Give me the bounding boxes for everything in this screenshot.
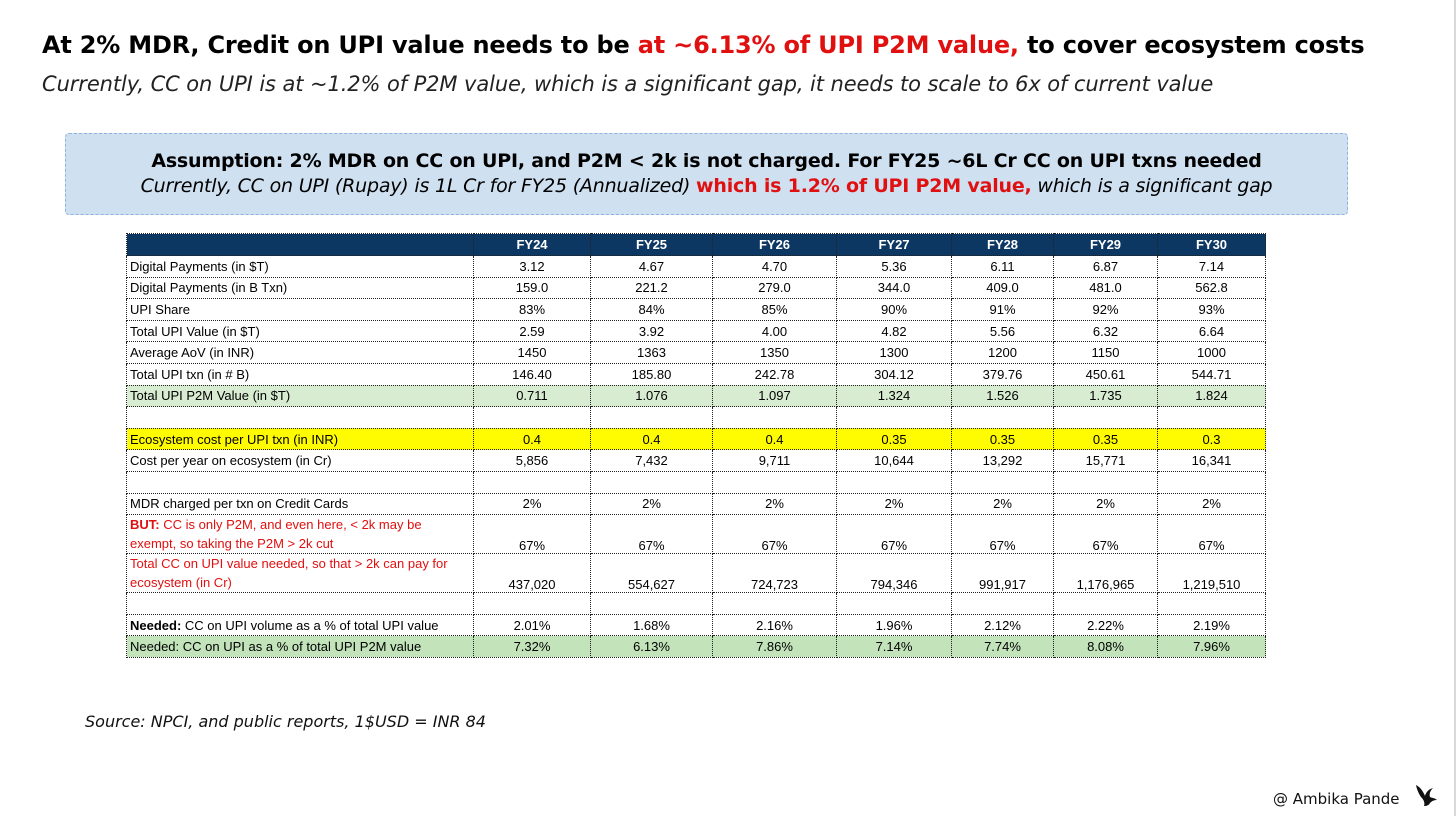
table-cell: 991,917 — [952, 554, 1054, 593]
table-row-ecosystem-cost — [127, 428, 1266, 450]
table-cell: 1.324 — [837, 385, 952, 407]
assumption-line-1: Assumption: 2% MDR on CC on UPI, and P2M < 2k is not charged. For FY25 ~6L Cr CC on UPI txns needed — [151, 150, 1262, 172]
row-label: Total UPI P2M Value (in $T) — [127, 385, 474, 407]
table-row — [127, 277, 1266, 299]
table-cell: 562.8 — [1158, 277, 1266, 299]
row-label — [127, 515, 474, 554]
table-row — [127, 363, 1266, 385]
table-cell: 379.76 — [952, 363, 1054, 385]
table-cell: 1.68% — [591, 614, 713, 636]
table-cell: 7.14% — [837, 636, 952, 658]
table-cell: 5,856 — [474, 450, 591, 472]
table-cell: 2.16% — [713, 614, 837, 636]
assumption-line-2 — [66, 175, 1347, 197]
table-cell: 91% — [952, 299, 1054, 321]
table-cell: 67% — [591, 515, 713, 554]
header-cell-fy26: FY26 — [713, 234, 837, 256]
table-cell: 67% — [952, 515, 1054, 554]
table-cell: 4.82 — [837, 320, 952, 342]
row-label: Digital Payments (in B Txn) — [127, 277, 474, 299]
table-cell: 6.11 — [952, 256, 1054, 278]
table-cell: 0.35 — [837, 428, 952, 450]
table-cell: 1000 — [1158, 342, 1266, 364]
table-cell: 2% — [713, 493, 837, 515]
row-label: MDR charged per txn on Credit Cards — [127, 493, 474, 515]
bird-logo-icon — [1413, 782, 1439, 808]
assumption-box — [65, 133, 1348, 215]
table-row — [127, 320, 1266, 342]
table-cell: 6.64 — [1158, 320, 1266, 342]
table-cell: 7,432 — [591, 450, 713, 472]
table-cell: 2% — [952, 493, 1054, 515]
table-cell: 3.12 — [474, 256, 591, 278]
title-suffix: to cover ecosystem costs — [1018, 31, 1365, 59]
table-cell: 8.08% — [1054, 636, 1158, 658]
table-cell: 481.0 — [1054, 277, 1158, 299]
header-cell-fy25: FY25 — [591, 234, 713, 256]
table-cell: 2% — [837, 493, 952, 515]
table-cell: 4.67 — [591, 256, 713, 278]
table-cell: 13,292 — [952, 450, 1054, 472]
table-cell: 0.35 — [952, 428, 1054, 450]
table-cell: 2.19% — [1158, 614, 1266, 636]
table-row-spacer — [127, 407, 1266, 429]
header-cell-fy24: FY24 — [474, 234, 591, 256]
table-cell: 437,020 — [474, 554, 591, 593]
table-header-row — [127, 234, 1266, 256]
table-cell: 2% — [1054, 493, 1158, 515]
assumption-line-2-suffix: which is a significant gap — [1031, 175, 1273, 197]
table-cell: 1.526 — [952, 385, 1054, 407]
table-cell: 146.40 — [474, 363, 591, 385]
table-cell: 2% — [474, 493, 591, 515]
table-cell: 544.71 — [1158, 363, 1266, 385]
table-cell: 7.74% — [952, 636, 1054, 658]
table-cell: 344.0 — [837, 277, 952, 299]
header-cell-fy27: FY27 — [837, 234, 952, 256]
table-cell: 1350 — [713, 342, 837, 364]
table-cell: 1450 — [474, 342, 591, 364]
row-label: Needed: CC on UPI as a % of total UPI P2M value — [127, 636, 474, 658]
table-cell: 1150 — [1054, 342, 1158, 364]
table-cell: 450.61 — [1054, 363, 1158, 385]
table-cell: 0.711 — [474, 385, 591, 407]
table-cell: 7.32% — [474, 636, 591, 658]
table-row — [127, 256, 1266, 278]
assumption-line-2-prefix: Currently, CC on UPI (Rupay) is 1L Cr for FY25 (Annualized) — [140, 175, 697, 197]
header-cell-fy28: FY28 — [952, 234, 1054, 256]
table-cell: 16,341 — [1158, 450, 1266, 472]
table-cell: 1300 — [837, 342, 952, 364]
row-label: Total UPI txn (in # B) — [127, 363, 474, 385]
table-cell: 67% — [474, 515, 591, 554]
table-cell: 92% — [1054, 299, 1158, 321]
table-cell: 279.0 — [713, 277, 837, 299]
table-cell: 1.96% — [837, 614, 952, 636]
table-cell: 242.78 — [713, 363, 837, 385]
table-cell: 159.0 — [474, 277, 591, 299]
row-label-bold: Needed: — [130, 617, 182, 633]
table-cell: 83% — [474, 299, 591, 321]
table-cell: 1200 — [952, 342, 1054, 364]
row-label-text: CC is only P2M, and even here, < 2k may be exempt, so taking the P2M > 2k cut — [130, 517, 422, 552]
table-cell: 1.824 — [1158, 385, 1266, 407]
row-label — [127, 614, 474, 636]
table-cell: 85% — [713, 299, 837, 321]
table-cell: 5.36 — [837, 256, 952, 278]
table-cell: 7.14 — [1158, 256, 1266, 278]
table-row-cc-p2m-share — [127, 636, 1266, 658]
table-cell: 1363 — [591, 342, 713, 364]
table-cell: 0.4 — [713, 428, 837, 450]
row-label: UPI Share — [127, 299, 474, 321]
table-cell: 6.13% — [591, 636, 713, 658]
table-row — [127, 450, 1266, 472]
table-cell: 90% — [837, 299, 952, 321]
table-row-p2m-value — [127, 385, 1266, 407]
table-cell: 67% — [1054, 515, 1158, 554]
table-cell: 794,346 — [837, 554, 952, 593]
table-cell: 1.076 — [591, 385, 713, 407]
table-row — [127, 342, 1266, 364]
table-cell: 5.56 — [952, 320, 1054, 342]
slide-title — [42, 31, 1442, 59]
row-label: Average AoV (in INR) — [127, 342, 474, 364]
row-label: Total UPI Value (in $T) — [127, 320, 474, 342]
table-cell: 7.86% — [713, 636, 837, 658]
table-cell: 67% — [837, 515, 952, 554]
table-cell: 4.70 — [713, 256, 837, 278]
table-row — [127, 614, 1266, 636]
table-cell: 1.097 — [713, 385, 837, 407]
title-prefix: At 2% MDR, Credit on UPI value needs to be — [42, 31, 638, 59]
table-cell: 409.0 — [952, 277, 1054, 299]
table-cell: 724,723 — [713, 554, 837, 593]
table-cell: 221.2 — [591, 277, 713, 299]
table-cell: 3.92 — [591, 320, 713, 342]
title-highlight: at ~6.13% of UPI P2M value, — [637, 31, 1019, 59]
table-cell: 2% — [1158, 493, 1266, 515]
assumption-line-2-highlight: which is 1.2% of UPI P2M value, — [696, 175, 1032, 197]
table-cell: 1,219,510 — [1158, 554, 1266, 593]
table-row-p2m-cut — [127, 515, 1266, 554]
table-cell: 2.59 — [474, 320, 591, 342]
table-cell: 2.01% — [474, 614, 591, 636]
table-row-spacer — [127, 593, 1266, 615]
table-cell: 1.735 — [1054, 385, 1158, 407]
table-row — [127, 493, 1266, 515]
table-cell: 0.35 — [1054, 428, 1158, 450]
table-cell: 4.00 — [713, 320, 837, 342]
table-cell: 9,711 — [713, 450, 837, 472]
table-cell: 2.12% — [952, 614, 1054, 636]
header-cell-blank — [127, 234, 474, 256]
table-cell: 15,771 — [1054, 450, 1158, 472]
row-label: Ecosystem cost per UPI txn (in INR) — [127, 428, 474, 450]
row-label: Cost per year on ecosystem (in Cr) — [127, 450, 474, 472]
header-cell-fy30: FY30 — [1158, 234, 1266, 256]
table-cell: 10,644 — [837, 450, 952, 472]
row-label: Digital Payments (in $T) — [127, 256, 474, 278]
table-cell: 0.4 — [591, 428, 713, 450]
table-row — [127, 299, 1266, 321]
projection-table — [126, 233, 1266, 658]
table-cell: 2.22% — [1054, 614, 1158, 636]
table-cell: 2% — [591, 493, 713, 515]
source-note: Source: NPCI, and public reports, 1$USD = INR 84 — [85, 712, 486, 731]
table-cell: 185.80 — [591, 363, 713, 385]
table-row-spacer — [127, 471, 1266, 493]
row-label: Total CC on UPI value needed, so that > 2k can pay for ecosystem (in Cr) — [127, 554, 474, 593]
table-cell: 7.96% — [1158, 636, 1266, 658]
table-cell: 6.32 — [1054, 320, 1158, 342]
table-cell: 84% — [591, 299, 713, 321]
table-row-cc-value-needed — [127, 554, 1266, 593]
table-cell: 1,176,965 — [1054, 554, 1158, 593]
table-cell: 67% — [713, 515, 837, 554]
author-credit: @ Ambika Pande — [1273, 790, 1400, 808]
row-label-bold: BUT: — [130, 517, 160, 533]
table-cell: 6.87 — [1054, 256, 1158, 278]
row-label-text: CC on UPI volume as a % of total UPI value — [181, 617, 439, 633]
slide-subtitle: Currently, CC on UPI is at ~1.2% of P2M value, which is a significant gap, it needs to scale to 6x of current value — [42, 72, 1214, 96]
table-cell: 0.3 — [1158, 428, 1266, 450]
table-cell: 304.12 — [837, 363, 952, 385]
table-cell: 93% — [1158, 299, 1266, 321]
table-cell: 67% — [1158, 515, 1266, 554]
table-cell: 0.4 — [474, 428, 591, 450]
header-cell-fy29: FY29 — [1054, 234, 1158, 256]
table-cell: 554,627 — [591, 554, 713, 593]
